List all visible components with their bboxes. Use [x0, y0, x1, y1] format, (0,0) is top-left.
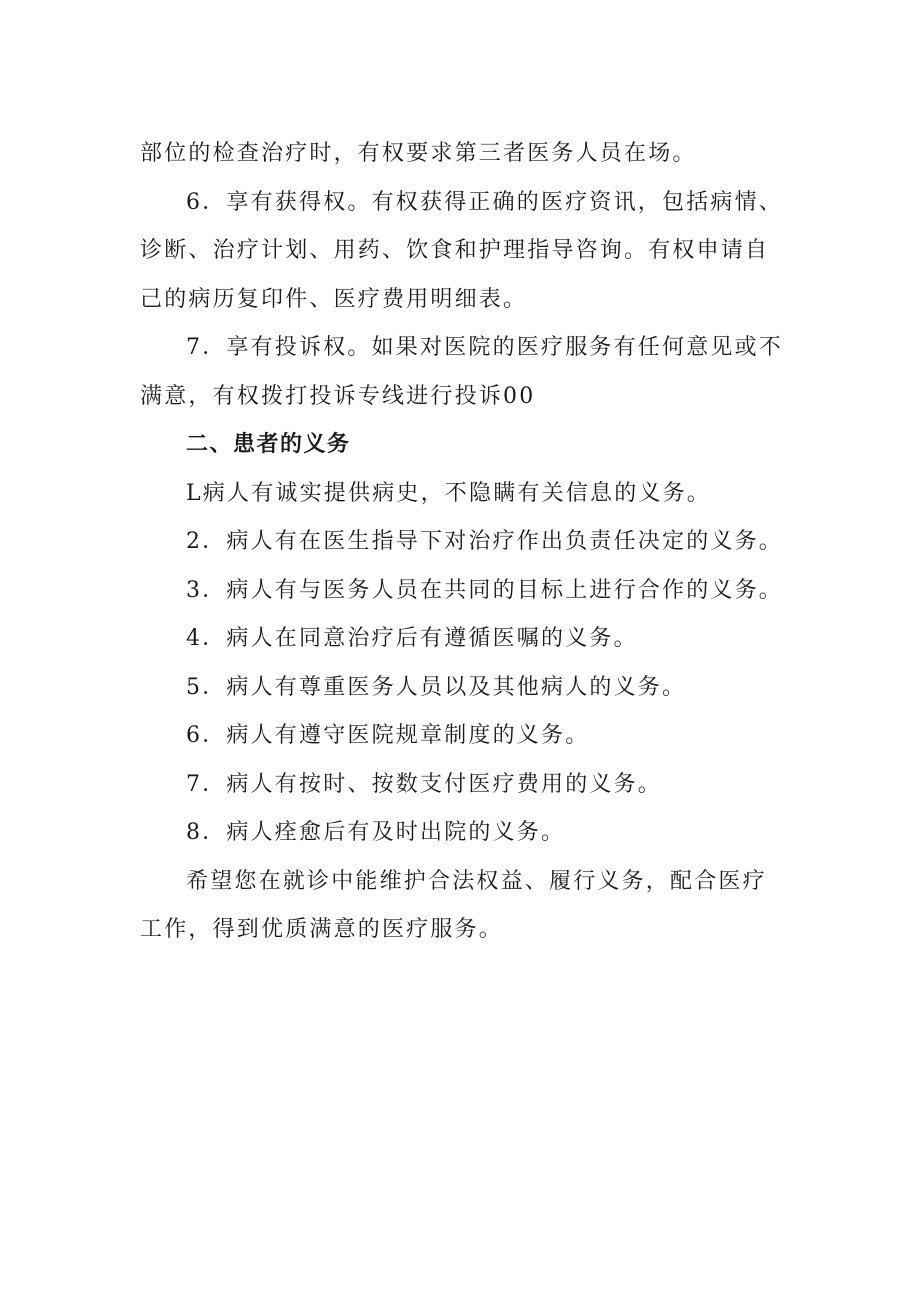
duty-item: 7．病人有按时、按数支付医疗费用的义务。 [186, 771, 662, 797]
paragraph-continuation: 部位的检查治疗时，有权要求第三者医务人员在场。 [140, 141, 697, 166]
duty-item: L病人有诚实提供病史，不隐瞒有关信息的义务。 [186, 480, 712, 506]
document-body [140, 130, 785, 955]
duty-item: 5．病人有尊重医务人员以及其他病人的义务。 [186, 674, 687, 700]
paragraph-right-to-complain: 7．享有投诉权。如果对医院的医疗服务有任何意见或不满意，有权拨打投诉专线进行投诉00 [140, 335, 783, 409]
duty-item: 8．病人痊愈后有及时出院的义务。 [186, 820, 566, 845]
duty-item: 3．病人有与医务人员在共同的目标上进行合作的义务。 [186, 577, 783, 603]
closing-paragraph: 希望您在就诊中能维护合法权益、履行义务，配合医疗工作，得到优质满意的医疗服务。 [140, 868, 767, 942]
section-heading-patient-duties: 二、患者的义务 [186, 432, 351, 457]
paragraph-right-to-information: 6．享有获得权。有权获得正确的医疗资讯，包括病情、诊断、治疗计划、用药、饮食和护理指导咨询。有权申请自己的病历复印件、医疗费用明细表。 [140, 189, 783, 312]
duty-item: 4．病人在同意治疗后有遵循医嘱的义务。 [186, 626, 638, 651]
duty-item: 2．病人有在医生指导下对治疗作出负责任决定的义务。 [186, 529, 783, 554]
duty-item: 6．病人有遵守医院规章制度的义务。 [186, 723, 590, 748]
